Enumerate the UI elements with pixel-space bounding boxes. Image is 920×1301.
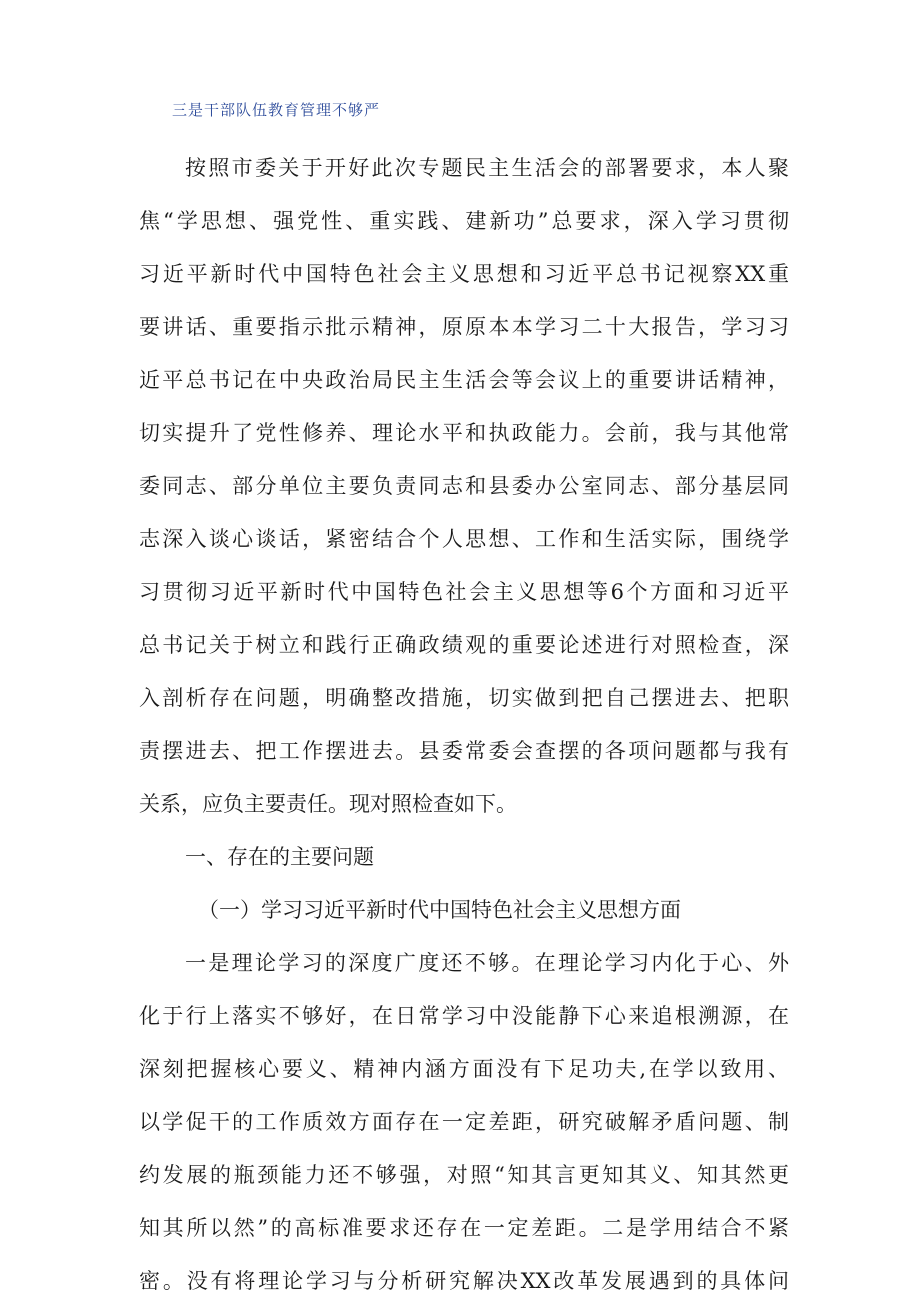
paragraph-line: 关系，应负主要责任。现对照检查如下。 (139, 792, 517, 816)
paragraph-line: 按照市委关于开好此次专题民主生活会的部署要求，本人聚 (185, 156, 789, 180)
paragraph-line: 责摆进去、把工作摆进去。县委常委会查摆的各项问题都与我有 (139, 739, 789, 763)
paragraph-line: 深刻把握核心要义、精神内涵方面没有下足功夫,在学以致用、 (139, 1057, 789, 1081)
paragraph-line: 约发展的瓶颈能力还不够强，对照“知其言更知其义、知其然更 (139, 1163, 789, 1187)
paragraph-line: 密。没有将理论学习与分析研究解决XX改革发展遇到的具体问 (139, 1269, 789, 1293)
paragraph-line: 要讲话、重要指示批示精神，原原本本学习二十大报告，学习习 (139, 315, 789, 339)
paragraph-line: 习贯彻习近平新时代中国特色社会主义思想等6个方面和习近平 (139, 580, 789, 604)
paragraph-line: 近平总书记在中央政治局民主生活会等会议上的重要讲话精神， (139, 368, 789, 392)
paragraph-line: 化于行上落实不够好，在日常学习中没能静下心来追根溯源，在 (139, 1004, 789, 1028)
paragraph-line: 以学促干的工作质效方面存在一定差距，研究破解矛盾问题、制 (139, 1110, 789, 1134)
paragraph-line: 一是理论学习的深度广度还不够。在理论学习内化于心、外 (185, 951, 789, 975)
subsection-heading: （一）学习习近平新时代中国特色社会主义思想方面 (198, 898, 681, 922)
paragraph-line: 知其所以然”的高标准要求还存在一定差距。二是学用结合不紧 (139, 1216, 789, 1240)
paragraph-line: 焦“学思想、强党性、重实践、建新功”总要求，深入学习贯彻 (139, 209, 789, 233)
section-heading: 一、存在的主要问题 (185, 845, 374, 869)
paragraph-line: 入剖析存在问题，明确整改措施，切实做到把自己摆进去、把职 (139, 686, 789, 710)
paragraph-line: 习近平新时代中国特色社会主义思想和习近平总书记视察XX重 (139, 262, 789, 286)
paragraph-line: 切实提升了党性修养、理论水平和执政能力。会前，我与其他常 (139, 421, 789, 445)
paragraph-line: 志深入谈心谈话，紧密结合个人思想、工作和生活实际，围绕学 (139, 527, 789, 551)
paragraph-line: 总书记关于树立和践行正确政绩观的重要论述进行对照检查，深 (139, 633, 789, 657)
header-note: 三是干部队伍教育管理不够严 (172, 101, 381, 119)
paragraph-line: 委同志、部分单位主要负责同志和县委办公室同志、部分基层同 (139, 474, 789, 498)
